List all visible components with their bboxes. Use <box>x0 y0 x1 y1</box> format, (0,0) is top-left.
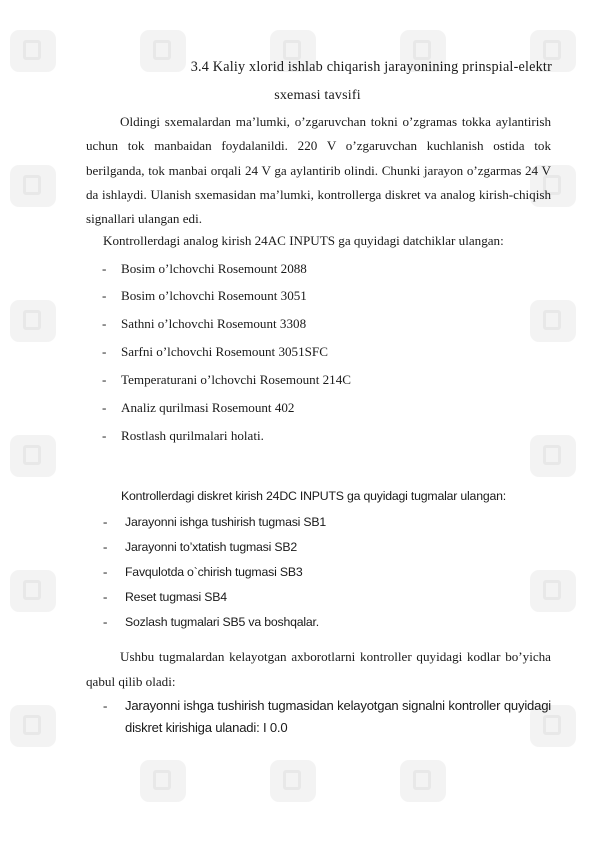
list-dash: - <box>103 539 108 554</box>
codes-paragraph: Ushbu tugmalardan kelayotgan axborotlarni kontroller quyidagi kodlar bo’yicha qabul qilib oladi: <box>86 649 551 689</box>
list-dash: - <box>103 514 108 529</box>
list-item: Analiz qurilmasi Rosemount 402 <box>121 400 295 415</box>
section-heading-line1: 3.4 Kaliy xlorid ishlab chiqarish jarayonining prinspial-elektr <box>190 59 552 75</box>
list-dash: - <box>103 564 108 579</box>
list-dash: - <box>102 428 107 443</box>
list-dash: - <box>102 400 107 415</box>
list-item: Sathni o’lchovchi Rosemount 3308 <box>121 316 307 331</box>
list-dash: - <box>103 698 108 713</box>
analog-intro: Kontrollerdagi analog kirish 24AC INPUTS ga quyidagi datchiklar ulangan: <box>103 233 504 248</box>
list-dash: - <box>103 614 108 629</box>
section-heading-line2: sxemasi tavsifi <box>274 88 361 103</box>
list-dash: - <box>103 589 108 604</box>
list-dash: - <box>102 316 107 331</box>
list-item: Bosim o’lchovchi Rosemount 2088 <box>121 261 307 276</box>
list-item: Jarayonni ishga tushirish tugmasi SB1 <box>125 515 327 529</box>
list-item: Reset tugmasi SB4 <box>125 590 227 604</box>
list-dash: - <box>102 288 107 303</box>
list-item: Favqulotda o`chirish tugmasi SB3 <box>125 565 303 579</box>
list-item: Sozlash tugmalari SB5 va boshqalar. <box>125 615 319 629</box>
list-dash: - <box>102 372 107 387</box>
intro-paragraph: Oldingi sxemalardan ma’lumki, o’zgaruvchan tokni o’zgramas tokka aylantirish uchun tok manbaidan foydalanildi. 220 V o’zgaruvchan kuchlanish ostida tok berilganda, tok manbai orqali 24 V ga aylantirib olindi. Chunki jarayon o’zgarmas 24 V da ishlaydi. Ulanish sxemasidan ma’lumki, kontrollerga diskret va analog kirish-chiqish signallari ulangan edi. <box>86 114 551 227</box>
list-item: Rostlash qurilmalari holati. <box>121 428 264 443</box>
list-dash: - <box>102 261 107 276</box>
discrete-intro: Kontrollerdagi diskret kirish 24DC INPUTS ga quyidagi tugmalar ulangan: <box>121 489 506 503</box>
list-item: Temperaturani o’lchovchi Rosemount 214C <box>121 372 351 387</box>
list-dash: - <box>102 344 107 359</box>
list-item: Jarayonni to’xtatish tugmasi SB2 <box>125 540 297 554</box>
list-item: Bosim o’lchovchi Rosemount 3051 <box>121 288 307 303</box>
list-item: Jarayonni ishga tushirish tugmasidan kelayotgan signalni kontroller quyidagi diskret kirishiga ulanadi: I 0.0 <box>125 698 551 735</box>
list-item: Sarfni o’lchovchi Rosemount 3051SFC <box>121 344 328 359</box>
